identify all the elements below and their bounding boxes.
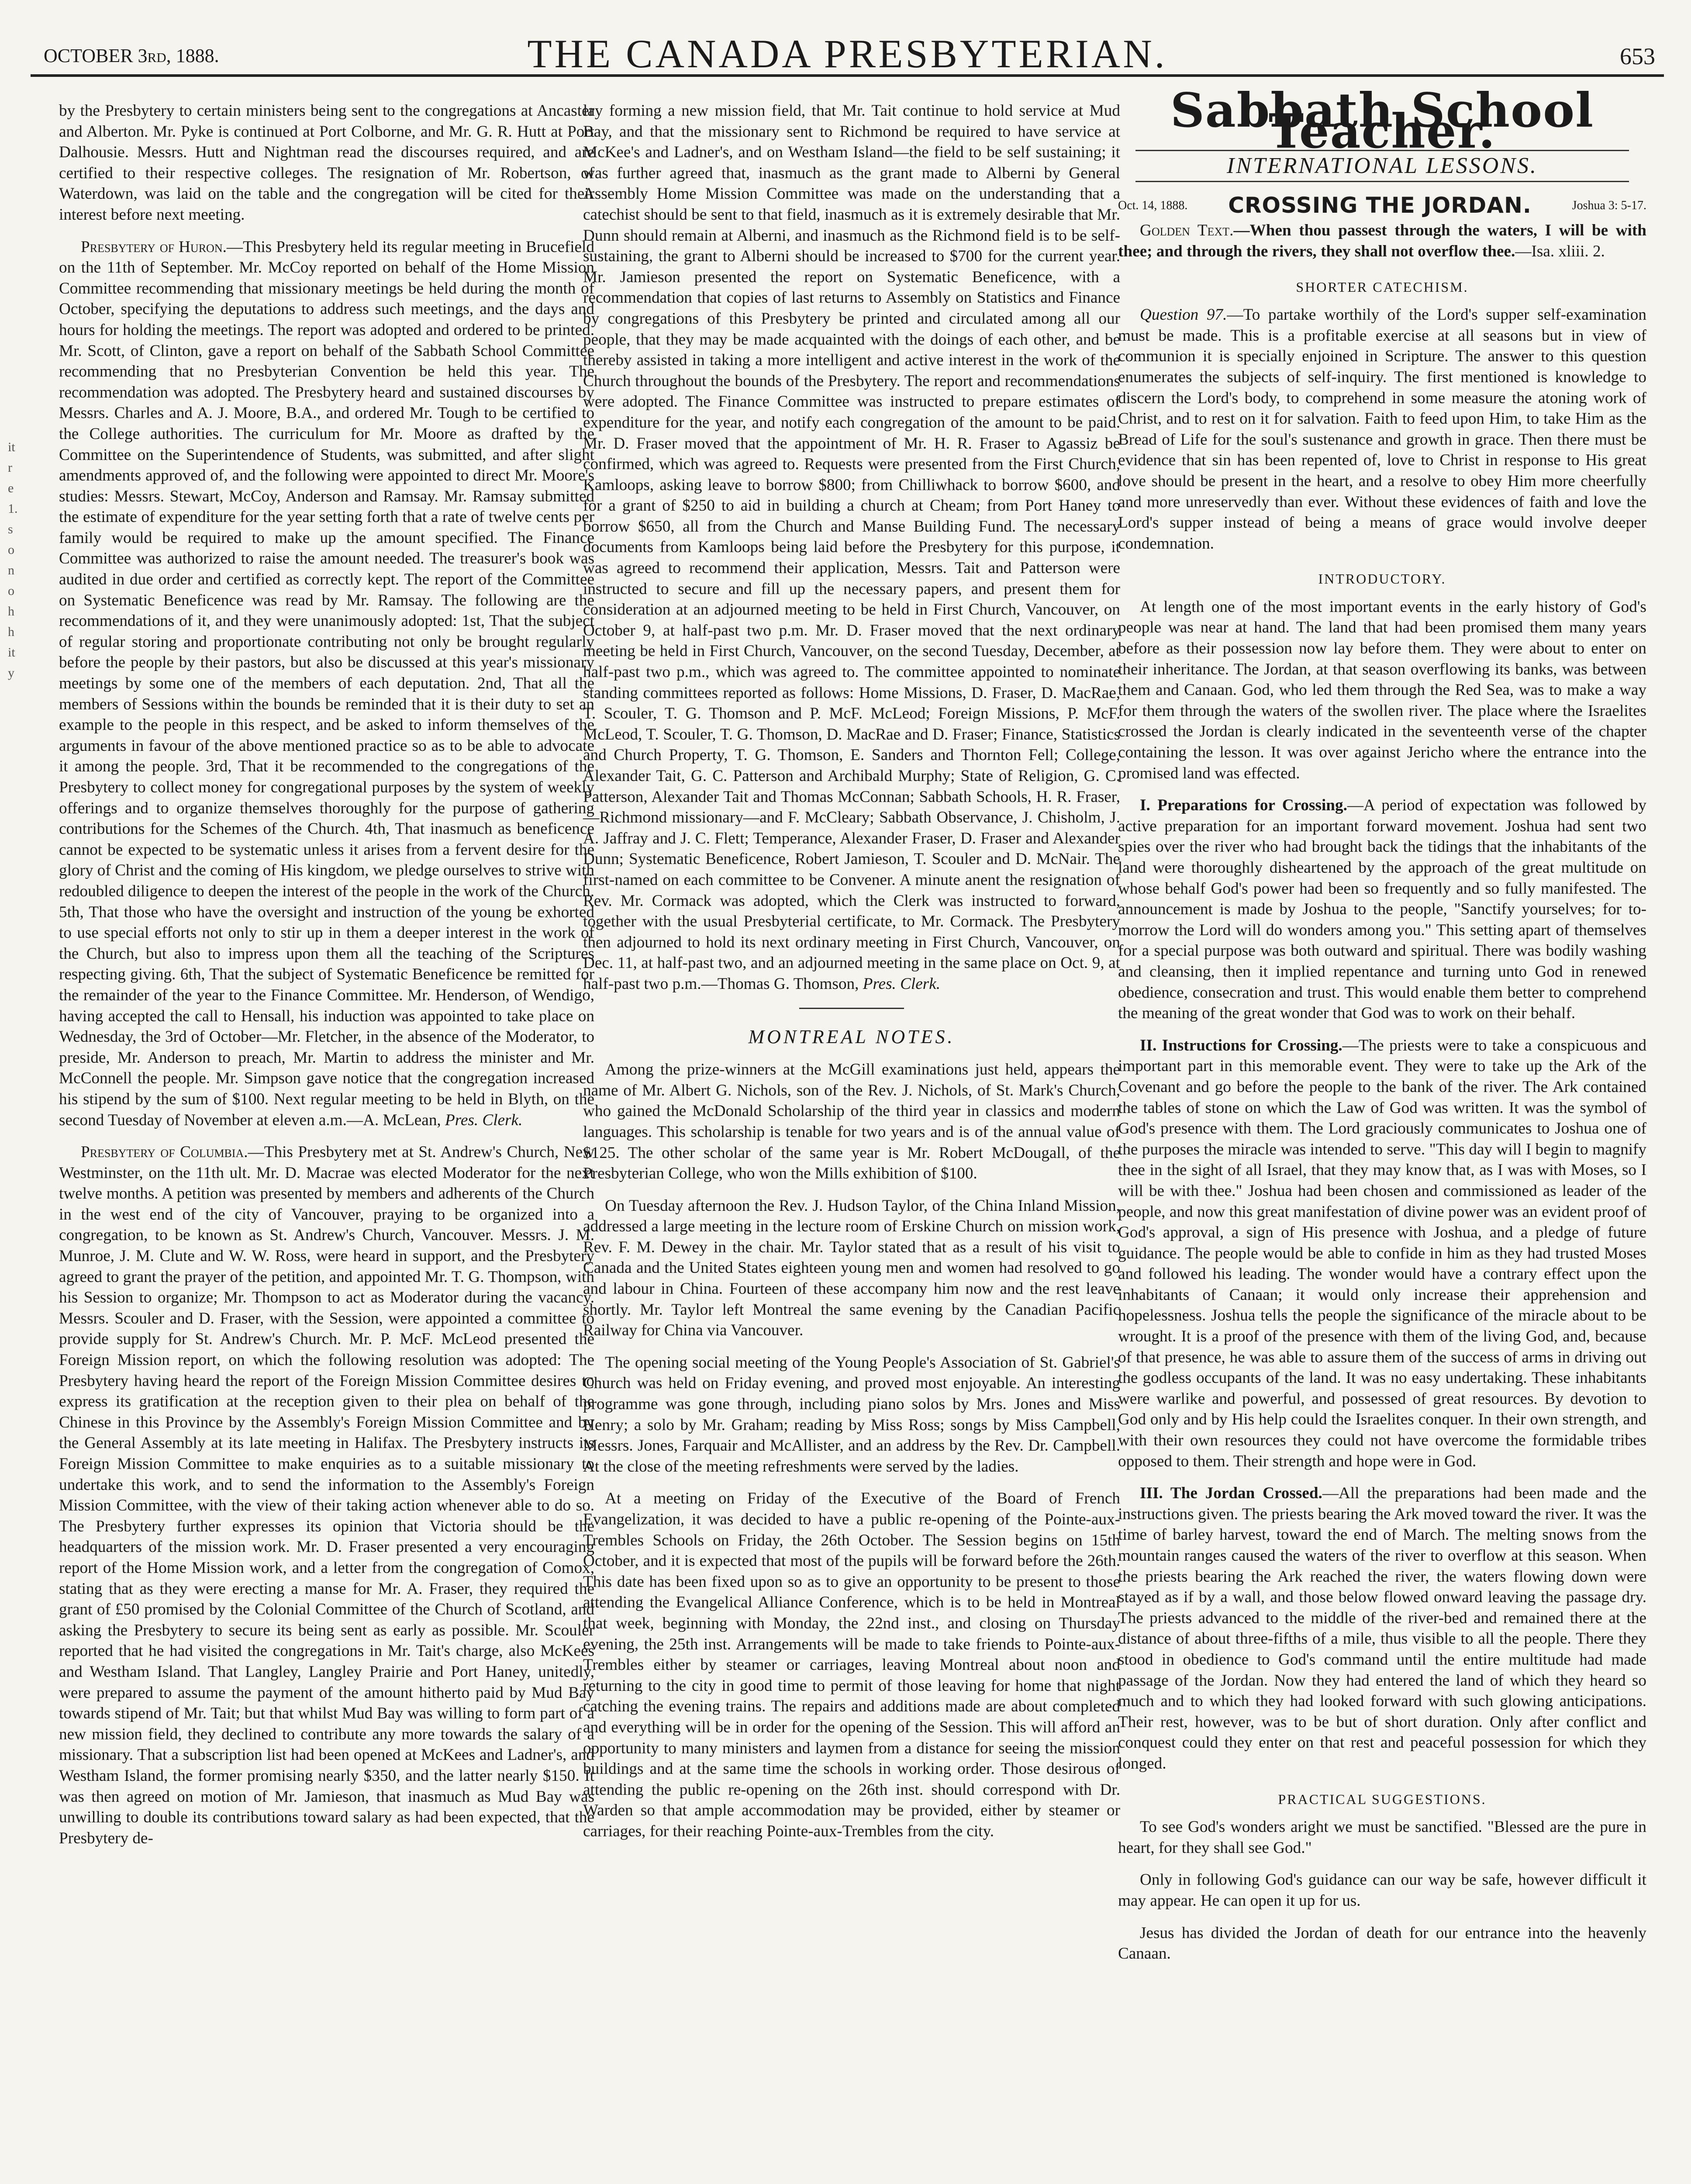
margin-fragment: n (8, 563, 14, 577)
lesson-section (1118, 1035, 1646, 1472)
montreal-note: The opening social meeting of the Young People's Association of St. Gabriel's Church was held on Friday evening, and proved most enjoyable. An interesting programme was gone through, including piano solos by Mrs. Jones and Miss Henry; a solo by Mr. Graham; reading by Miss Ross; songs by Miss Campbell, Messrs. Jones, Farquair and McAllister, and an address by the Rev. Dr. Campbell. At the close of the meeting refreshments were served by the ladies. (583, 1353, 1120, 1476)
section-heading: II. Instructions for Crossing. (1140, 1036, 1342, 1054)
report-heading: Presbytery of Columbia. (81, 1143, 248, 1161)
section-heading: III. The Jordan Crossed. (1140, 1484, 1322, 1503)
report-body: —This Presbytery met at St. Andrew's Church, New Westminster, on the 11th ult. Mr. D. Macrae was elected Moderator for the next twelve months. A petition was presented by members and adherents of the Church in the west end of the city of Vancouver, praying to be organized into a congregation, to be known as St. Andrew's Church, Vancouver. Messrs. J. M. Munroe, J. M. Clute and W. W. Ross, were heard in support, and the Presbytery agreed to grant the prayer of the petition, and appointed Mr. T. G. Thompson, with his Session to organize; Mr. Thompson to act as Moderator during the vacancy. Messrs. Scouler and D. Fraser, with the Session, were appointed a committee to provide supply for St. Andrew's Church. Mr. P. McF. McLeod presented the Foreign Mission report, on which the following resolution was adopted: The Presbytery having heard the report of the Foreign Mission Committee desires to express its gratification at the reception given to their plea on behalf of the Chinese in this Province by the Assembly's Foreign Mission Committee and by the General Assembly at its late meeting in Halifax. The Presbytery instructs its Foreign Mission Committee to make enquiries as to a suitable missionary to undertake this work, and to send the information to the Assembly's Foreign Mission Committee, with the view of their taking action whenever able to do so. The Presbytery further expresses its opinion that Victoria should be the headquarters of the mission work. Mr. D. Fraser presented a very encouraging report of the Home Mission work, and a letter from the congregation of Comox, stating that as they were erecting a manse for Mr. A. Fraser, they required the grant of £50 promised by the Colonial Committee of the Church of Scotland, and asking the Presbytery to secure its being sent as early as possible. Mr. Scouler reported that he had visited the congregations in Mr. Tait's charge, also McKees and Westham Island. That Langley, Langley Prairie and Port Haney, unitedly, were prepared to assume the payment of the amount hitherto paid by Mud Bay towards stipend of Mr. Tait; but that whilst Mud Bay was willing to form part of a new mission field, they declined to contribute any more towards the salary of a missionary. That a subscription list had been opened at McKees and Ladner's, and Westham Island, the former promising nearly $350, and the latter nearly $150. It was then agreed on motion of Mr. Jamieson, that inasmuch as Mud Bay was unwilling to double its contributions toward salary as had been expected, that the Presbytery de- (59, 1143, 594, 1847)
margin-fragment: e (8, 481, 14, 495)
presbytery-columbia-report (59, 1142, 594, 1849)
introductory-body: At length one of the most important events in the early history of God's people was near at hand. The land that had been promised them many years before as their possession now lay before them. They were about to enter on their inheritance. The Jordan, at that season overflowing its banks, was between them and Canaan. God, who led them through the Red Sea, was to make a way for them through the waters of the swollen river. The place where the Israelites crossed the Jordan is clearly indicated in the seventeenth verse of the chapter containing the lesson. It was over against Jericho where the entrance into the promised land was effected. (1118, 598, 1646, 782)
section-body: —All the preparations had been made and the instructions given. The priests bearing the Ark moved toward the river. It was the time of barley harvest, toward the end of March. The melting snows from the mountain ranges caused the waters of the river to overflow at this season. When the priests bearing the Ark reached the river, the waters flowing down were stayed as if by a wall, and those below flowed onward leaving the passage dry. The priests advanced to the middle of the river-bed and remained there at the distance of about three-fifths of a mile, thus visible to all the people. There they stood in obedience to God's command until the entire multitude had made passage of the Jordan. Now they had entered the land of which they heard so much and to which they had looked forward with such glowing anticipations. Their rest, however, was to be but of short duration. Only after conflict and conquest could they enter on that rest and peaceful possession for which they longed. (1118, 1484, 1646, 1773)
lesson-reference: Joshua 3: 5-17. (1572, 198, 1646, 212)
golden-text-label: Golden Text. (1140, 221, 1234, 240)
margin-fragment: o (8, 543, 14, 557)
margin-fragment: it (8, 645, 15, 660)
lesson-title: CROSSING THE JORDAN. (1228, 192, 1532, 218)
signature: Pres. Clerk. (445, 1111, 523, 1129)
column-2 (583, 100, 1120, 1842)
issue-date: OCTOBER 3rd, 1888. (44, 45, 219, 66)
section-body: —A period of expectation was followed by active preparation for an important forward movement. Joshua had sent two spies over the river who had brought back the tidings that the inhabitants of the land were thoroughly disheartened by the approach of the great multitude on whose behalf God's power had been so frequently and so fully manifested. The announcement is made by Joshua to the people, "Sanctify yourselves; for to-morrow the Lord will do wonders among you." This setting apart of themselves for a special purpose was both outward and spiritual. There was bodily washing and cleansing, then it implied repentance and turning unto God in renewed obedience, consecration and trust. This would enable them better to comprehend the meaning of the great wonder that God was to work on their behalf. (1118, 796, 1646, 1023)
article-continuation: by the Presbytery to certain ministers being sent to the congregations at Ancaster and Alberton. Mr. Pyke is continued at Port Colborne, and Mr. G. R. Hutt at Port Dalhousie. Messrs. Hutt and Nightman read the discourses required, and are certified to their respective colleges. The resignation of Mr. Robertson, of Waterdown, was laid on the table and the congregation will be cited for their interest before next meeting. (59, 102, 594, 224)
catechism-body (1118, 304, 1646, 554)
signature: Pres. Clerk. (863, 975, 941, 993)
masthead (31, 17, 1664, 77)
report-body: lay forming a new mission field, that Mr. Tait continue to hold service at Mud Bay, and that the missionary sent to Richmond be required to have service at McKee's and Ladner's, and on Westham Island—the field to be self sustaining; it was further agreed that, inasmuch as the grant made to Alberni by General Assembly Home Mission Committee was made on the understanding that a catechist should be sent to that field, inasmuch as it is extremely desirable that Mr. Dunn should remain at Alberni, and inasmuch as the Richmond field is to be self-sustaining, the grant to Alberni should be increased to $700 for the current year. Mr. Jamieson presented the report on Systematic Beneficence, with a recommendation that copies of last returns to Assembly on Statistics and Finance by congregations of this Presbytery be printed and circulated among all our people, that they may be made acquainted with the doings of each other, and be thereby assisted in taking a more intelligent and active interest in the work of the Church throughout the bounds of the Presbytery. The report and recommendations were adopted. The Finance Committee was instructed to prepare estimates of expenditure for the year, and notify each congregation of the amount to be paid. Mr. D. Fraser moved that the appointment of Mr. H. R. Fraser to Agassiz be confirmed, which was agreed to. Requests were presented from the First Church, Kamloops, asking leave to borrow $800; from Chilliwhack to borrow $600, and for a grant of $250 to aid in building a church at Cheam; from Port Haney to borrow $650, all from the Church and Manse Building Fund. The necessary documents from Kamloops being laid before the Presbytery for this purpose, it was agreed to recommend their application, Messrs. Tait and Patterson were instructed to secure and fill up the necessary papers, and present them for consideration at an adjourned meeting to be held in First Church, Vancouver, on October 9, at half-past two p.m. Mr. D. Fraser moved that the next ordinary meeting be held in First Church, Vancouver, on the second Tuesday, December, at half-past two p.m., which was agreed to. The committee appointed to nominate standing committees reported as follows: Home Missions, D. Fraser, D. MacRae, T. Scouler, T. G. Thomson and P. McF. McLeod; Foreign Missions, P. McF. McLeod, T. Scouler, T. G. Thomson, D. MacRae and D. Fraser; Finance, Statistics and Church Property, T. G. Thomson, E. Sanders and Thornton Fell; College, Alexander Tait, G. C. Patterson and Archibald Murphy; State of Religion, G. C. Patterson, Alexander Tait and Thomas McConnan; Sabbath Schools, H. R. Fraser,—Richmond missionary—and F. McCleary; Sabbath Observance, J. Chisholm, J. A. Jaffray and J. C. Flett; Temperance, Alexander Fraser, D. Fraser and Alexander Dunn; Systematic Beneficence, Robert Jamieson, T. Scouler and D. McNair. The first-named on each committee to be Convener. A minute anent the resignation of Rev. Mr. Cormack was adopted, which the Clerk was instructed to forward, together with the usual Presbyterial certificate, to Mr. Cormack. The Presbytery then adjourned to hold its next ordinary meeting in First Church, Vancouver, on Dec. 11, at half-past two, and an adjourned meeting in the same place on Oct. 9, at half-past two p.m.—Thomas G. Thomson, (583, 102, 1120, 993)
column-3 (1118, 83, 1646, 1964)
question-number: Question 97. (1140, 306, 1227, 324)
introductory-heading: INTRODUCTORY. (1318, 571, 1446, 587)
montreal-note: On Tuesday afternoon the Rev. J. Hudson Taylor, of the China Inland Mission, addressed a large meeting in the lecture room of Erskine Church on mission work, Rev. F. M. Dewey in the chair. Mr. Taylor stated that as a result of his visit to Canada and the United States eighteen young men and women had resolved to go and labour in China. Fourteen of these accompany him now and the rest leave shortly. Mr. Taylor left Montreal the same evening by the Canadian Pacific Railway for China via Vancouver. (583, 1196, 1120, 1340)
report-body: —This Presbytery held its regular meeting in Brucefield on the 11th of September. Mr. McCoy reported on behalf of the Home Mission Committee recommending that missionary meetings be held during the month of October, specifying the deputations to address such meetings, and the days and hours for holding the meetings. The report was adopted and ordered to be printed. Mr. Scott, of Clinton, gave a report on behalf of the Sabbath School Committee recommending that no Presbyterian Convention be held this year. The recommendation was adopted. The Presbytery heard and sustained discourses by Messrs. Charles and A. J. Moore, B.A., and ordered Mr. Tough to be certified to the College authorities. The curriculum for Mr. Moore as drafted by the Committee on the Superintendence of Students, was submitted, and after slight amendments approved of, and the following were appointed to direct Mr. Moore's studies: Messrs. Stewart, McCoy, Anderson and Ramsay. Mr. Ramsay submitted the estimate of expenditure for the year setting forth that a rate of twelve cents per family would be required to make up the amount specified. The Finance Committee was authorized to raise the amount needed. The treasurer's book was audited in due order and certified as correctly kept. The report of the Committee on Systematic Beneficence was read by Mr. Ramsay. The following are the recommendations of it, and they were unanimously adopted: 1st, That the subject of regular storing and proportionate contributing not only be brought regularly before the people by their pastors, but also be discussed at this year's missionary meetings by some one of the members of each deputation. 2nd, That all the members of Sessions within the bounds be reminded that it is their duty to set an example to the people in this respect, and be asked to inform themselves of the arguments in favour of the above mentioned practice so as to be able to advocate it among the people. 3rd, That it be recommended to the congregations of the Presbytery to collect money for congregational purposes by the system of weekly offerings and to organize themselves thoroughly for the purpose of gathering contributions for the Schemes of the Church. 4th, That inasmuch as beneficence cannot be expected to be systematic unless it arises from a fervent desire for the glory of Christ and the coming of His kingdom, we pledge ourselves to strive with redoubled diligence to deepen the interest of the people in the work of the Church. 5th, That those who have the oversight and instruction of the young be exhorted to use special efforts not only to stir up in them a deeper interest in the work of the Church, but also to impress upon them all the teaching of the Scriptures respecting giving. 6th, That the subject of Systematic Beneficence be remitted for the remainder of the year to the Finance Committee. Mr. Henderson, of Wendigo, having accepted the call to Hensall, his induction was appointed to take place on Wednesday, the 3rd of October—Mr. Fletcher, in the absence of the Moderator, to preside, Mr. Anderson to preach, Mr. Martin to address the minister and Mr. McConnell the people. Mr. Simpson gave notice that the congregation increased his stipend by the sum of $100. Next regular meeting to be held in Blyth, on the second Tuesday of November at eleven a.m.—A. McLean, (59, 238, 594, 1129)
margin-fragment: h (8, 625, 14, 639)
practical-suggestion: Only in following God's guidance can our way be safe, however difficult it may appear. He can open it up for us. (1118, 1871, 1646, 1910)
page-number: 653 (1620, 43, 1655, 69)
lesson-section (1118, 1483, 1646, 1774)
margin-fragment: s (8, 522, 13, 536)
section-title-sabbath-school: Sabbath School Teacher. (1170, 83, 1594, 159)
margin-fragment: r (8, 460, 12, 475)
golden-text-ref: —Isa. xliii. 2. (1515, 242, 1605, 260)
columbia-report-continued (583, 100, 1120, 995)
catechism-text: —To partake worthily of the Lord's supper self-examination must be made. This is a profitable exercise at all seasons but in view of communion it is specially enjoined in Scripture. The answer to this question enumerates the subjects of self-inquiry. The first mentioned is knowledge to discern the Lord's body, to comprehend in some measure the atoning work of Christ, and to rest on it for salvation. Faith to feed upon Him, to take Him as the Bread of Life for the soul's sustenance and growth in grace. Then there must be evidence that sin has been repented of, love to Christ in response to His great love should be present in the heart, and a resolve to obey Him more cheerfully and more unreservedly than ever. Without these evidences of faith and love the Lord's supper instead of being a means of grace would involve deeper condemnation. (1118, 306, 1646, 553)
practical-suggestions-heading: PRACTICAL SUGGESTIONS. (1278, 1791, 1487, 1807)
catechism-heading: SHORTER CATECHISM. (1296, 279, 1469, 295)
montreal-note: Among the prize-winners at the McGill examinations just held, appears the name of Mr. Albert G. Nichols, son of the Rev. J. Nichols, of St. Mark's Church, who gained the McDonald Scholarship of the third year in classics and modern languages. This scholarship is tenable for two years and is of the annual value of $125. The other scholar of the same year is Mr. Robert McDougall, of the Presbyterian College, who won the Mills exhibition of $100. (583, 1061, 1120, 1183)
column-1 (59, 100, 594, 1849)
left-margin-bleed (8, 437, 25, 683)
margin-fragment: y (8, 666, 14, 680)
practical-suggestion: To see God's wonders aright we must be sanctified. "Blessed are the pure in heart, for they shall see God." (1118, 1818, 1646, 1857)
lesson-header (1118, 192, 1646, 218)
lesson-date: Oct. 14, 1888. (1118, 198, 1188, 212)
section-body: —The priests were to take a conspicuous and important part in this memorable event. They were to take up the Ark of the Covenant and go before the people to the bank of the river. The Ark contained the tables of stone on which the Law of God was written. It was the symbol of God's presence with them. The Lord graciously communicates to Joshua one of the purposes the miracle was intended to serve. "This day will I begin to magnify thee in the sight of all Israel, that they may know that, as I was with Moses, so I will be with thee." Joshua had been chosen and commissioned as leader of the people, and now this great manifestation of divine power was an evident proof of God's approval, a sign of His presence with Joshua, and a pledge of future guidance. The people would be able to confide in him as they had trusted Moses and followed his leading. The wonder would have a contrary effect upon the inhabitants of Canaan; it would only increase their apprehension and hopelessness. Joshua tells the people the significance of the miracle about to be wrought. It is a proof of the presence with them of the living God, and, because of that presence, he was able to assure them of the success of arms in driving out the godless occupants of the land. It was no easy undertaking. These inhabitants were warlike and powerful, and possessed of great resources. By devotion to God only and by His help could the Israelites conquer. In their own strength, and with their own resources they could not have overcome the formidable tribes opposed to them. Their strength and hope were in God. (1118, 1036, 1646, 1470)
margin-fragment: h (8, 604, 14, 619)
margin-fragment: 1. (8, 501, 18, 516)
newspaper-title: THE CANADA PRESBYTERIAN. (527, 31, 1167, 76)
divider (799, 1008, 904, 1009)
margin-fragment: o (8, 584, 14, 598)
golden-text (1118, 220, 1646, 262)
section-heading: I. Preparations for Crossing. (1140, 796, 1347, 815)
section-title-montreal-notes: MONTREAL NOTES. (748, 1026, 955, 1047)
montreal-note: At a meeting on Friday of the Executive of the Board of French Evangelization, it was decided to have a public re-opening of the Pointe-aux-Trembles Schools on Friday, the 26th October. The Session begins on 15th October, and it is expected that most of the pupils will be forward before the 26th. This date has been fixed upon so as to give an opportunity to be present to those attending the Evangelical Alliance Conference, which is to be held in Montreal that week, beginning with Monday, the 22nd inst., and closing on Thursday evening, the 25th inst. Arrangements will be made to take friends to Pointe-aux-Trembles either by steamer or carriages, leaving Montreal about noon and returning to the city in good time to permit of those leaving for home that night catching the evening trains. The repairs and additions made are about completed and everything will be in order for the opening of the Session. This will afford an opportunity to many ministers and laymen from a distance for seeing the mission buildings and at the same time the schools in working order. Those desirous of attending the public re-opening on the 26th inst. should correspond with Dr. Warden so that ample accommodation may be provided, either by steamer or carriages, for their reaching Pointe-aux-Trembles from the city. (583, 1489, 1120, 1840)
report-heading: Presbytery of Huron. (81, 238, 227, 256)
lesson-section (1118, 795, 1646, 1024)
practical-suggestion: Jesus has divided the Jordan of death for our entrance into the heavenly Canaan. (1118, 1924, 1646, 1963)
international-lessons-heading: INTERNATIONAL LESSONS. (1135, 150, 1629, 182)
margin-fragment: it (8, 440, 15, 454)
presbytery-huron-report (59, 237, 594, 1131)
golden-text-body: —When thou passest through the waters, I will be with thee; and through the rivers, they shall not overflow thee. (1118, 221, 1646, 260)
